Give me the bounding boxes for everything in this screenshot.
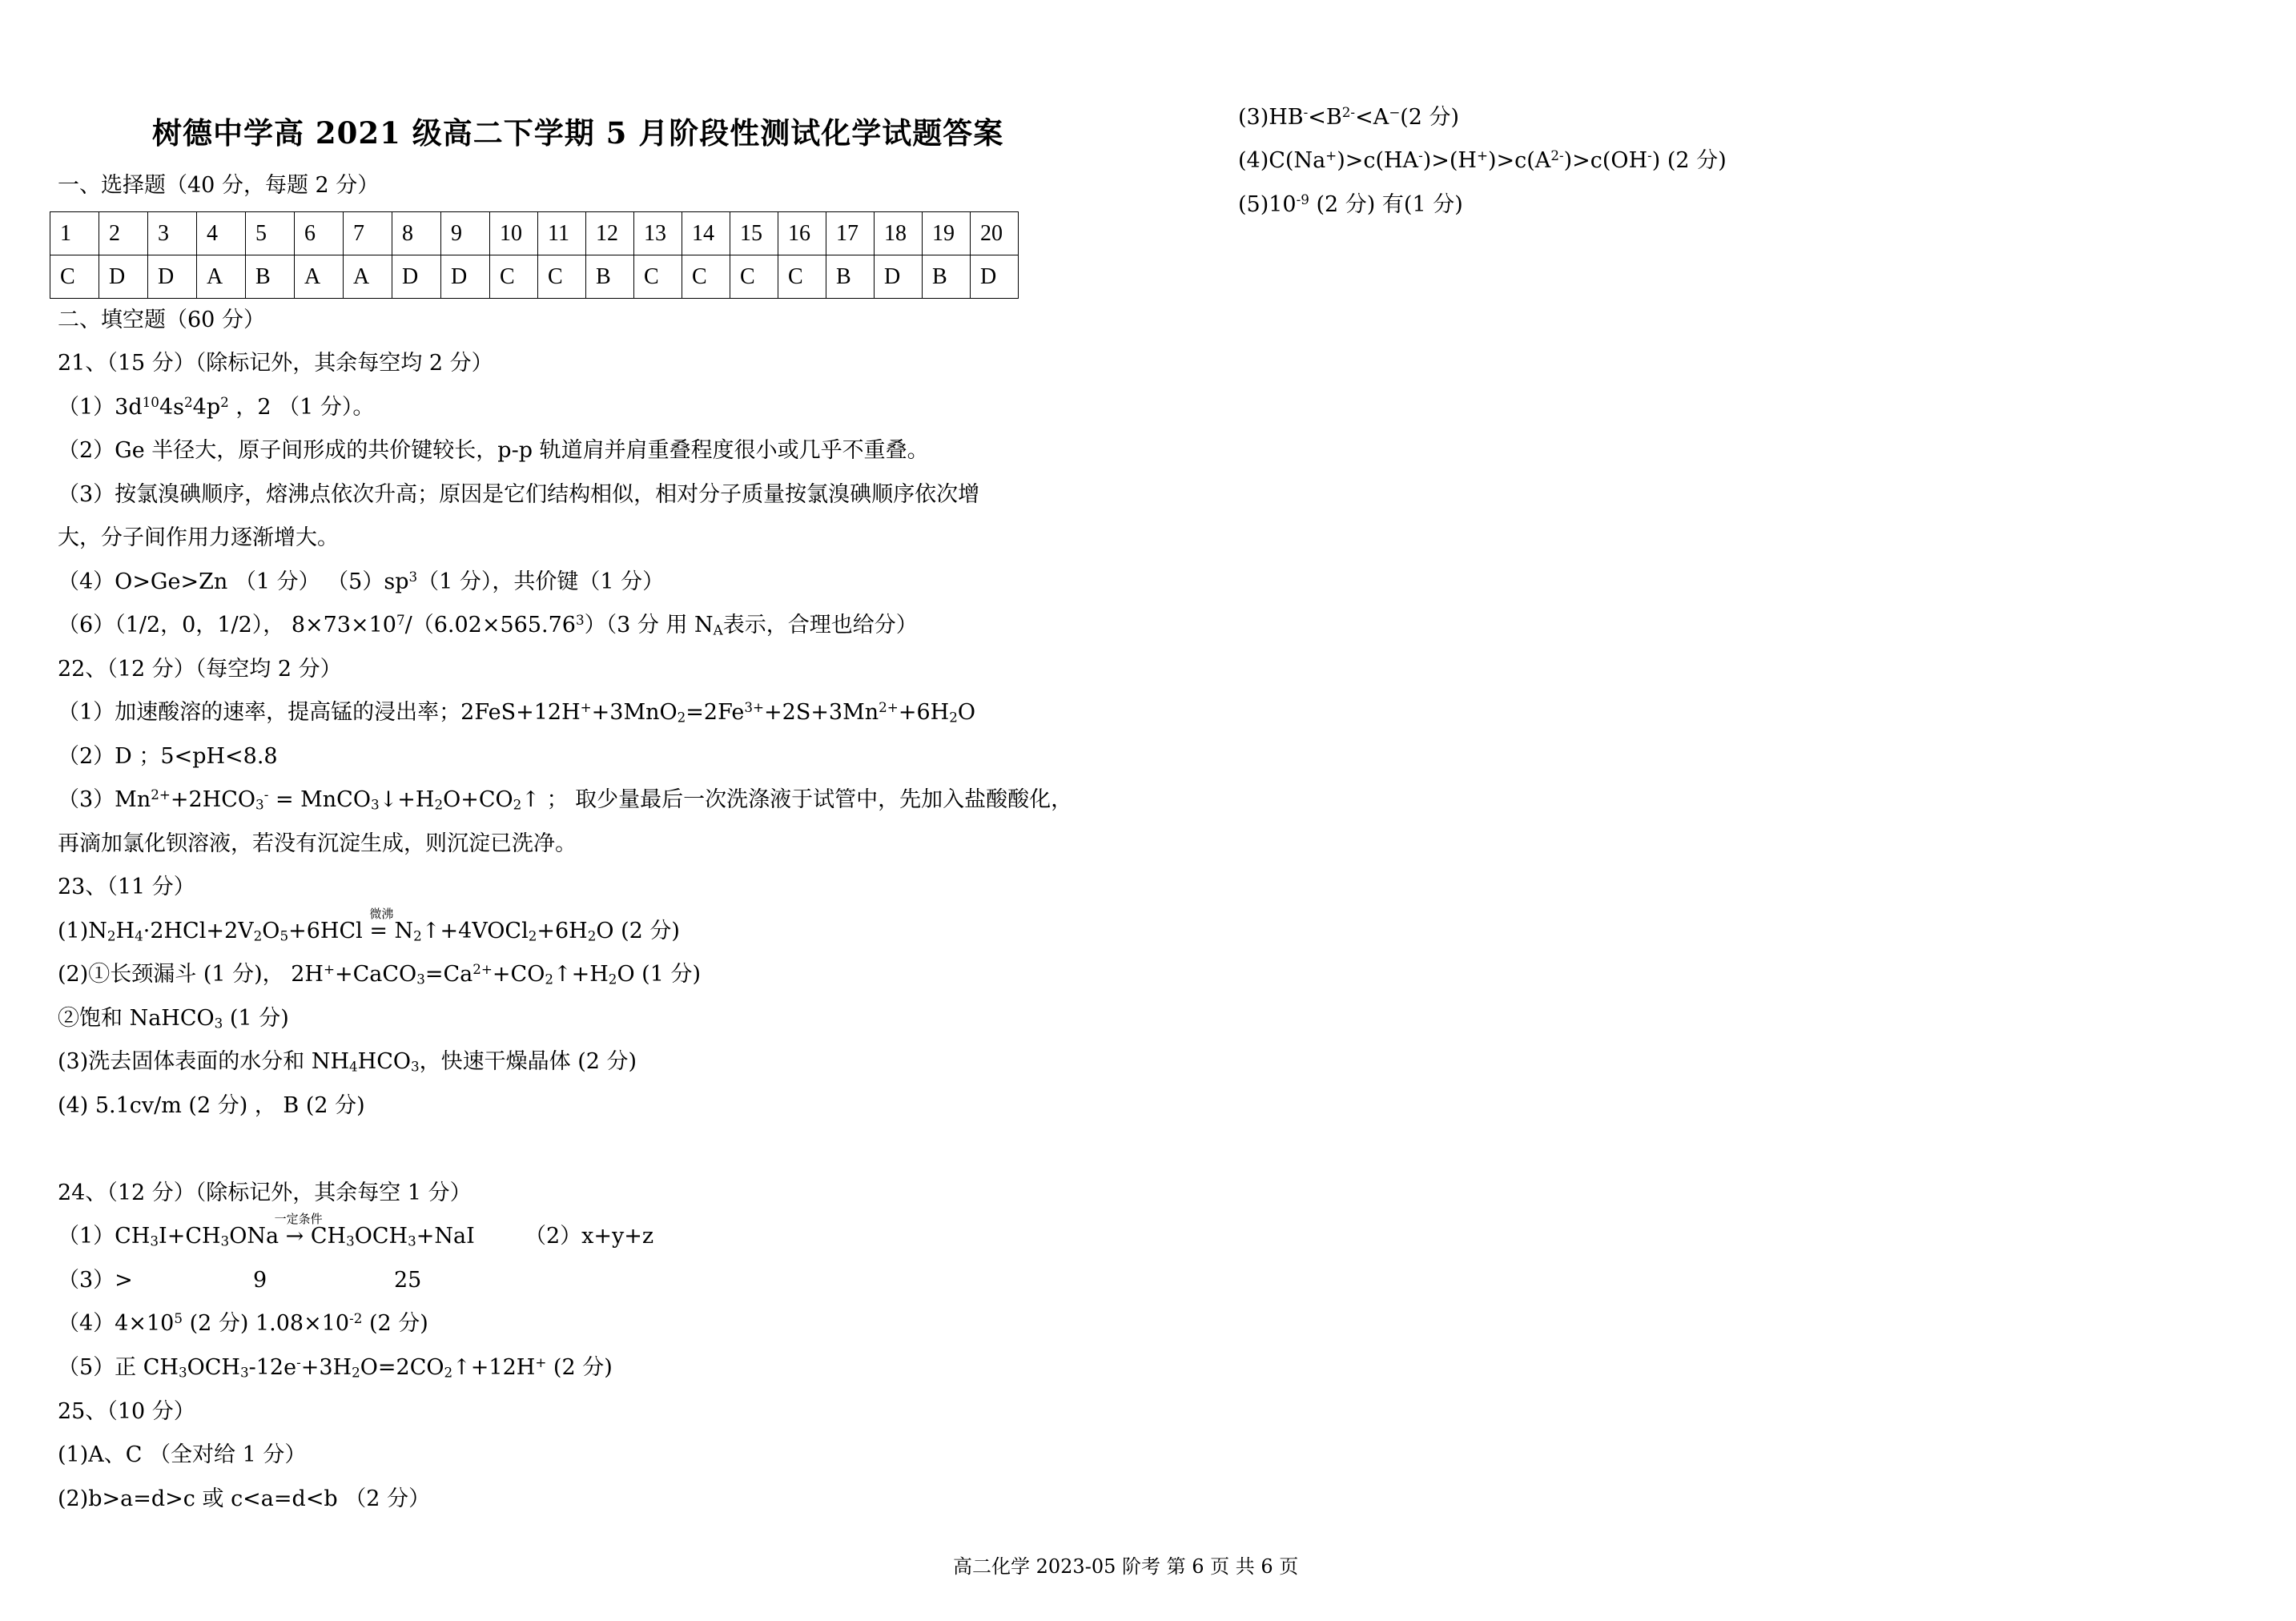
q23-heading: 23、（11 分）: [58, 875, 195, 899]
q22-answer-2: （2）D ；5<pH<8.8: [58, 744, 278, 769]
reaction-condition: 一定条件 →: [274, 1212, 323, 1249]
table-cell: 17: [826, 212, 875, 255]
section1-heading: 一、选择题（40 分，每题 2 分）: [58, 173, 380, 198]
q23-answer-1: $(1)N_2H_4\cdot 2HCl+2V_2O_5+6HCl$ 微沸 = $N_2↑+4VOCl_2+6H_2O$ (2 分): [58, 915, 680, 947]
q24-answer-3: （3）>: [58, 1268, 133, 1293]
q24-answer-1: $(1)CH_3I+CH_3ONa$ 一定条件 → $CH_3OCH_3+NaI$: [58, 1221, 475, 1253]
q23-answer-2b: ②饱和 NaHCO$_3$ (1 分): [58, 1006, 289, 1032]
table-cell: 15: [730, 212, 778, 255]
q25-heading: 25、（10 分）: [58, 1399, 195, 1424]
table-cell: B: [246, 255, 295, 299]
table-cell: D: [148, 255, 197, 299]
table-cell: 5: [246, 212, 295, 255]
table-cell: D: [441, 255, 490, 299]
table-cell: 18: [875, 212, 923, 255]
q21-answer-2: （2）Ge 半径大，原子间形成的共价键较长，p-p 轨道肩并肩重叠程度很小或几乎不重叠。: [58, 438, 929, 463]
answer-row: [50, 255, 1019, 299]
table-cell: 8: [392, 212, 441, 255]
q24-heading: 24、（12 分）（除标记外，其余每空 1 分）: [58, 1181, 472, 1205]
q21-answer-3-cont: 大，分子间作用力逐渐增大。: [58, 525, 339, 550]
table-cell: C: [634, 255, 682, 299]
table-cell: C: [682, 255, 730, 299]
table-cell: 7: [344, 212, 392, 255]
section2-heading: 二、填空题（60 分）: [58, 308, 265, 332]
table-cell: C: [778, 255, 826, 299]
q24-answer-3-c: 25: [394, 1268, 422, 1293]
table-cell: 6: [295, 212, 344, 255]
table-cell: D: [971, 255, 1019, 299]
table-cell: D: [99, 255, 148, 299]
q24-answer-3-b: 9: [253, 1268, 267, 1293]
table-cell: 3: [148, 212, 197, 255]
table-cell: 20: [971, 212, 1019, 255]
table-cell: A: [295, 255, 344, 299]
table-cell: 4: [197, 212, 246, 255]
table-cell: C: [538, 255, 586, 299]
q22-answer-3-cont: 再滴加氯化钡溶液，若没有沉淀生成，则沉淀已洗净。: [58, 831, 577, 856]
table-cell: B: [826, 255, 875, 299]
table-cell: 12: [586, 212, 634, 255]
table-cell: C: [730, 255, 778, 299]
table-cell: B: [923, 255, 971, 299]
q25-answer-3: $(3)HB^-<B^{2-}<A^-(2$ 分): [1238, 103, 1460, 130]
table-cell: C: [490, 255, 538, 299]
table-cell: B: [586, 255, 634, 299]
q21-answer-6: （6）（1/2，0，1/2）， $8\times 73\times 10^7/(6.02\times 565.76^3)(3$ 分 用 $N_A$表示，合理也给分）: [58, 611, 918, 638]
q24-answer-5: （5）正 $CH_3OCH_3-12e^-+3H_2O=2CO_2↑+12H^+$ (2 分): [58, 1354, 613, 1381]
table-cell: 14: [682, 212, 730, 255]
table-cell: 9: [441, 212, 490, 255]
table-cell: D: [392, 255, 441, 299]
table-cell: 10: [490, 212, 538, 255]
q25-answer-4: $(4)C(Na^+)>c(HA^-)>(H^+)>c(A^{2-})>c(OH^-)$ (2 分): [1238, 147, 1727, 173]
q22-answer-3: $(3)Mn^{2+}+2HCO_3^-$ = $MnCO_3↓+H_2O+CO_2↑$ ； 取少量最后一次洗涤液于试管中，先加入盐酸酸化，: [58, 786, 1073, 813]
q22-answer-1: （1）加速酸溶的速率，提高锰的浸出率；$2FeS+12H^++3MnO_2=2Fe^{3+}+2S+3Mn^{2+}+6H_2O$: [58, 698, 975, 726]
q24-answer-4: $(4)4\times 10^5$ (2 分) $1.08\times 10^{-2}$ (2 分): [58, 1309, 428, 1336]
q21-heading: 21、（15 分）（除标记外，其余每空均 2 分）: [58, 351, 493, 376]
answer-table: [50, 211, 1019, 299]
table-cell: C: [50, 255, 99, 299]
table-cell: A: [197, 255, 246, 299]
q22-heading: 22、（12 分）（每空均 2 分）: [58, 657, 342, 682]
table-cell: 19: [923, 212, 971, 255]
page-footer: 高二化学 2023-05 阶考 第 6 页 共 6 页: [953, 1555, 1299, 1578]
page-title: 树德中学高 2021 级高二下学期 5 月阶段性测试化学试题答案: [152, 115, 1004, 151]
q25-answer-2: (2)b>a=d>c 或 c<a=d<b （2 分）: [58, 1486, 431, 1511]
q25-answer-5: $(5)10^{-9}$ (2 分) 有(1 分): [1238, 191, 1463, 217]
q21-answer-4-5: （4）O>Ge>Zn （1 分） $(5)sp^3(1$ 分），共价键（1 分）: [58, 568, 665, 594]
q21-answer-1: $(1)3d^{10}4s^24p^2$ ，2 （1 分）。: [58, 393, 375, 420]
table-cell: A: [344, 255, 392, 299]
reaction-condition: 微沸 =: [369, 907, 394, 943]
q23-answer-2: (2)①长颈漏斗 (1 分)， $2H^++CaCO_3=Ca^{2+}+CO_2↑+H_2O$ (1 分): [58, 960, 701, 987]
q25-answer-1: (1)A、C （全对给 1 分）: [58, 1442, 307, 1467]
table-cell: 11: [538, 212, 586, 255]
q24-answer-2: （2）x+y+z: [525, 1224, 654, 1249]
q21-answer-3: （3）按氯溴碘顺序，熔沸点依次升高；原因是它们结构相似，相对分子质量按氯溴碘顺序依次增: [58, 482, 980, 507]
table-cell: 1: [50, 212, 99, 255]
q23-answer-4: (4) 5.1cv/m (2 分) ， B (2 分): [58, 1093, 365, 1118]
q23-answer-3: (3)洗去固体表面的水分和 $NH_4HCO_3$，快速干燥晶体 (2 分): [58, 1049, 637, 1075]
table-cell: D: [875, 255, 923, 299]
table-cell: 13: [634, 212, 682, 255]
table-cell: 2: [99, 212, 148, 255]
table-cell: 16: [778, 212, 826, 255]
question-number-row: [50, 212, 1019, 255]
